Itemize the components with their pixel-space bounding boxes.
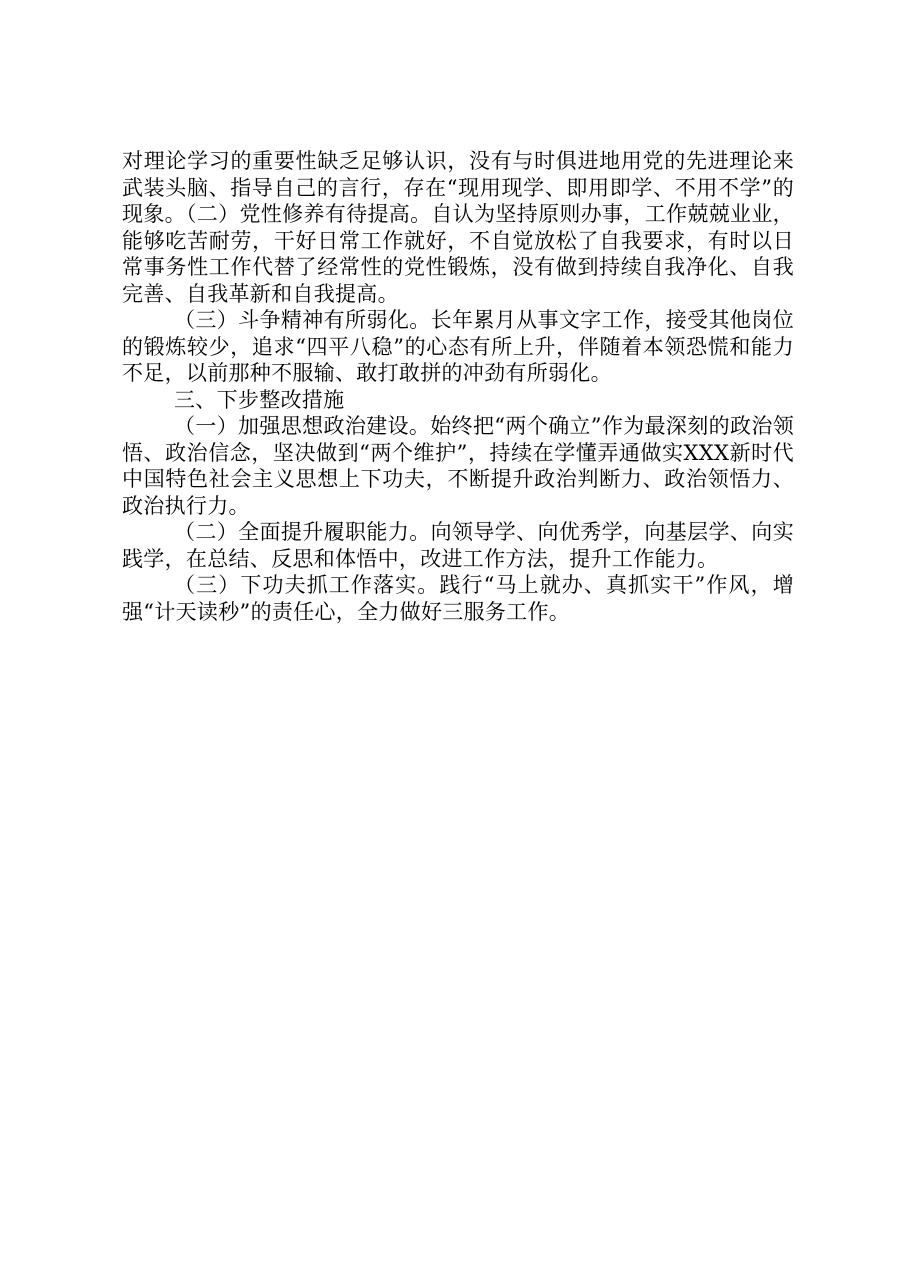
paragraph-political-building: （一）加强思想政治建设。始终把“两个确立”作为最深刻的政治领悟、政治信念，坚决做到“两个维护”，持续在学懂弄通做实XXX新时代中国特色社会主义思想上下功夫，不断提升政治判断力、政治领悟力、政治执行力。 bbox=[122, 414, 794, 518]
paragraph-work-implementation: （三）下功夫抓工作落实。践行“马上就办、真抓实干”作风，增强“计天读秒”的责任心，全力做好三服务工作。 bbox=[122, 573, 794, 624]
document-body bbox=[122, 148, 794, 625]
paragraph-party-spirit: 对理论学习的重要性缺乏足够认识，没有与时俱进地用党的先进理论来武装头脑、指导自己的言行，存在“现用现学、即用即学、不用不学”的现象。（二）党性修养有待提高。自认为坚持原则办事，工作兢兢业业，能够吃苦耐劳，干好日常工作就好，不自觉放松了自我要求，有时以日常事务性工作代替了经常性的党性锻炼，没有做到持续自我净化、自我完善、自我革新和自我提高。 bbox=[122, 149, 794, 306]
section-heading-rectification: 三、下步整改措施 bbox=[174, 387, 345, 412]
paragraph-duty-capability: （二）全面提升履职能力。向领导学、向优秀学，向基层学、向实践学，在总结、反思和体悟中，改进工作方法，提升工作能力。 bbox=[122, 520, 794, 571]
paragraph-fighting-spirit: （三）斗争精神有所弱化。长年累月从事文字工作，接受其他岗位的锻炼较少，追求“四平八稳”的心态有所上升，伴随着本领恐慌和能力不足，以前那种不服输、敢打敢拼的冲劲有所弱化。 bbox=[122, 308, 794, 385]
